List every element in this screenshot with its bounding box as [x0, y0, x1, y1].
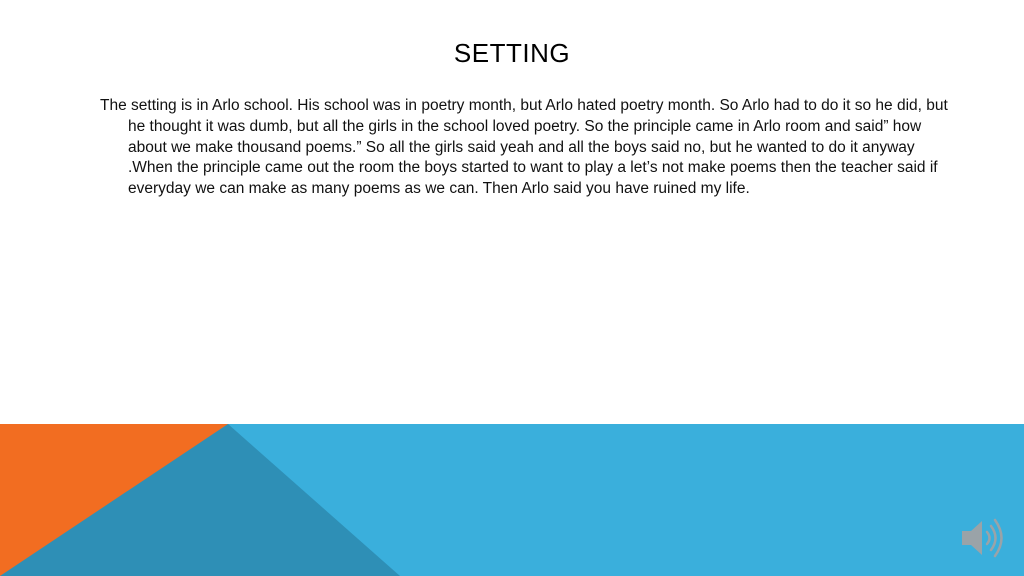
decorative-footer-band [0, 424, 1024, 576]
speaker-icon[interactable] [958, 512, 1010, 564]
slide-title: SETTING [453, 38, 571, 68]
slide-body-text: The setting is in Arlo school. His school was in poetry month, but Arlo hated poetry month. So Arlo had to do it so he did, but he thought it was dumb, but all the girls in the school loved poetry. So the principle came in Arlo room and said” how about we make thousand poems.” So all the girls said yeah and all the boys said no, but he wanted to do it anyway .When the principle came out the room the boys started to want to play a let’s not make poems then the teacher said if everyday we can make as many poems as we can. Then Arlo said you have ruined my life. [100, 97, 948, 198]
sound-wave-middle [991, 526, 996, 550]
sound-wave-inner [987, 532, 990, 544]
speaker-body [962, 521, 982, 555]
